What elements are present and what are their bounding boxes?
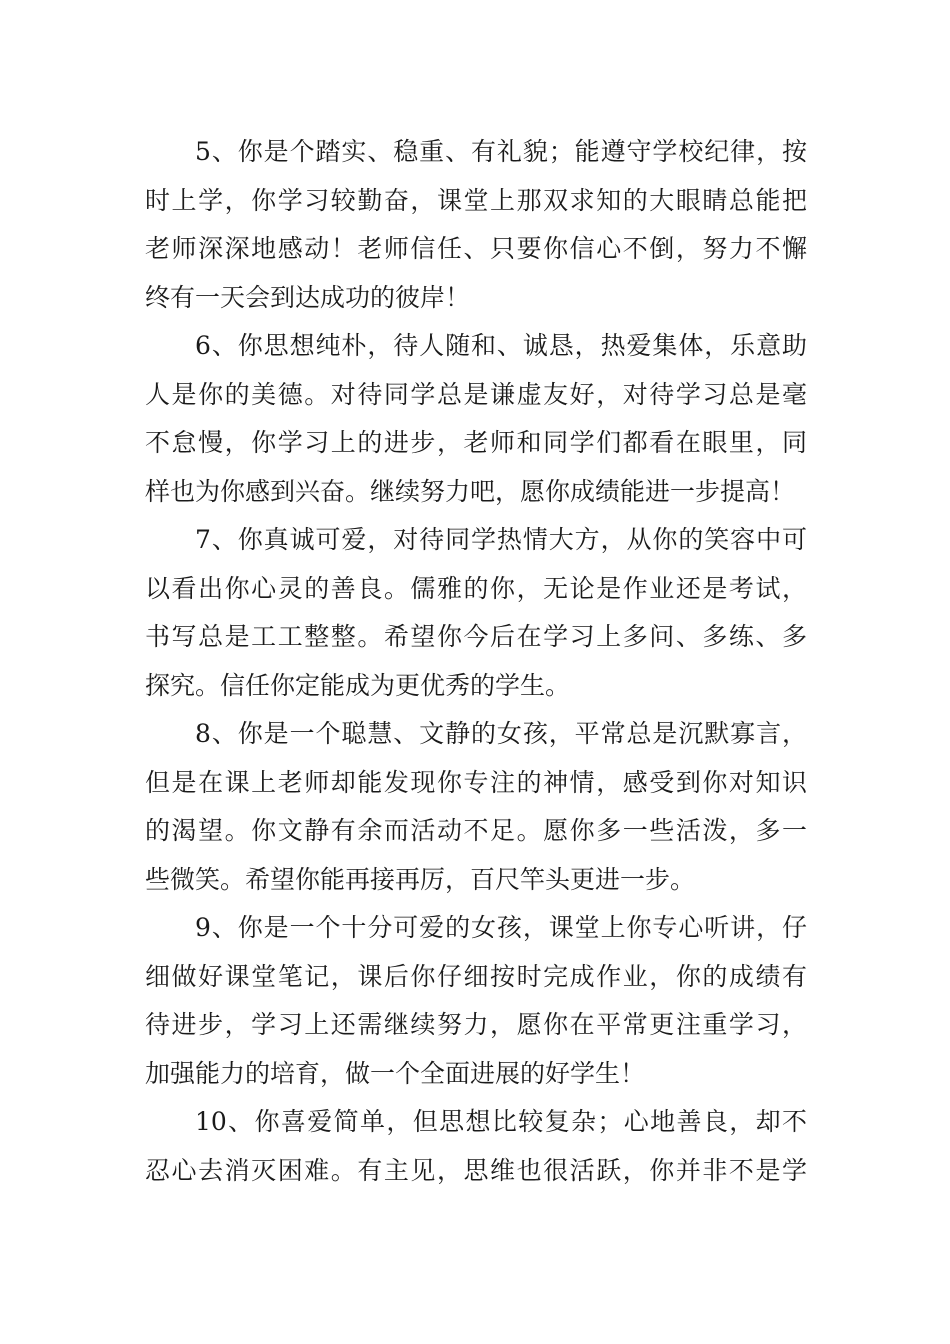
text-line: 书写总是工工整整。希望你今后在学习上多问、多练、多	[145, 622, 807, 651]
text-line: 的渴望。你文静有余而活动不足。愿你多一些活泼，多一	[145, 816, 807, 845]
text-line: 终有一天会到达成功的彼岸！	[145, 282, 471, 312]
text-line: 7、你真诚可爱，对待同学热情大方，从你的笑容中可	[195, 525, 807, 554]
text-line: 6、你思想纯朴，待人随和、诚恳，热爱集体，乐意助	[195, 331, 807, 360]
text-line: 以看出你心灵的善良。儒雅的你，无论是作业还是考试，	[145, 573, 807, 603]
text-line: 10、你喜爱简单，但思想比较复杂；心地善良，却不	[195, 1107, 807, 1136]
text-line: 细做好课堂笔记，课后你仔细按时完成作业，你的成绩有	[145, 961, 807, 991]
paragraph-6	[145, 322, 807, 516]
paragraph-5	[145, 128, 807, 322]
paragraph-7	[145, 516, 807, 710]
paragraph-8	[145, 710, 807, 904]
text-line: 9、你是一个十分可爱的女孩，课堂上你专心听讲，仔	[195, 913, 807, 942]
text-line: 时上学，你学习较勤奋，课堂上那双求知的大眼睛总能把	[145, 185, 807, 215]
document-body	[145, 128, 807, 1195]
text-line: 老师深深地感动！老师信任、只要你信心不倒，努力不懈	[145, 234, 807, 263]
text-line: 探究。信任你定能成为更优秀的学生。	[145, 670, 571, 700]
text-line: 忍心去消灭困难。有主见，思维也很活跃，你并非不是学	[145, 1155, 807, 1185]
text-line: 8、你是一个聪慧、文静的女孩，平常总是沉默寡言，	[195, 719, 807, 748]
paragraph-10	[145, 1098, 807, 1195]
text-line: 不怠慢，你学习上的进步，老师和同学们都看在眼里，同	[145, 428, 807, 457]
text-line: 加强能力的培育，做一个全面进展的好学生！	[145, 1058, 646, 1088]
text-line: 些微笑。希望你能再接再厉，百尺竿头更进一步。	[145, 864, 696, 894]
text-line: 人是你的美德。对待同学总是谦虚友好，对待学习总是毫	[145, 379, 807, 409]
text-line: 5、你是个踏实、稳重、有礼貌；能遵守学校纪律，按	[195, 137, 807, 166]
text-line: 待进步，学习上还需继续努力，愿你在平常更注重学习，	[145, 1010, 807, 1039]
paragraph-9	[145, 904, 807, 1098]
text-line: 但是在课上老师却能发现你专注的神情，感受到你对知识	[145, 767, 807, 797]
text-line: 样也为你感到兴奋。继续努力吧，愿你成绩能进一步提高！	[145, 476, 796, 506]
